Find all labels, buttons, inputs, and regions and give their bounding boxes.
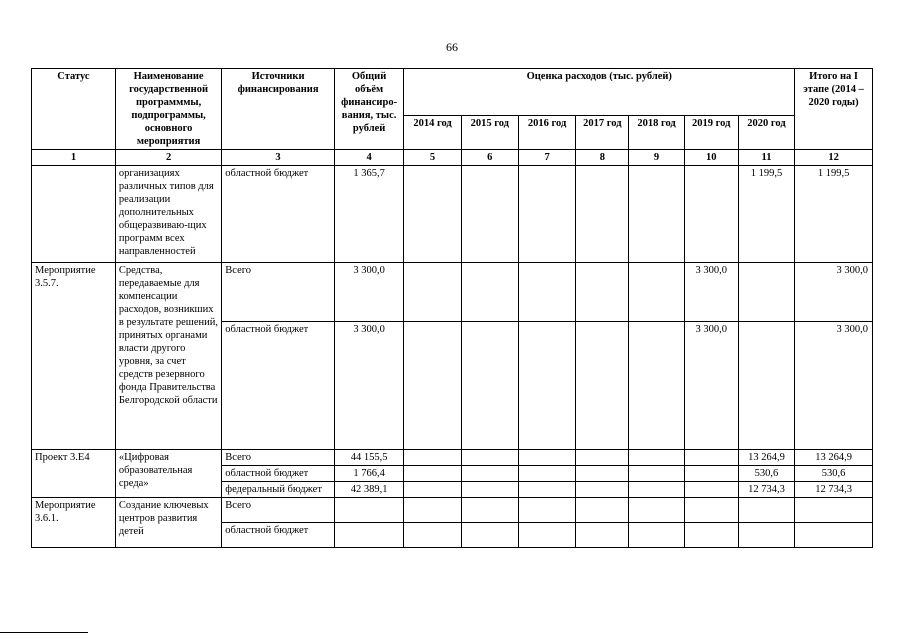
column-number: 2 xyxy=(115,150,221,166)
stage-total-cell: 13 264,9 xyxy=(795,450,873,466)
header-total-volume: Общий объём финансиро-вания, тыс. рублей xyxy=(334,69,404,150)
header-year-2019: 2019 год xyxy=(684,116,738,150)
table-row xyxy=(32,263,873,322)
column-number: 3 xyxy=(222,150,335,166)
year-2020-cell: 1 199,5 xyxy=(738,166,794,263)
source-cell: федеральный бюджет xyxy=(222,482,335,498)
total-cell: 1 766,4 xyxy=(334,466,404,482)
total-cell: 3 300,0 xyxy=(334,263,404,322)
total-cell: 1 365,7 xyxy=(334,166,404,263)
header-year-2017: 2017 год xyxy=(576,116,629,150)
column-number: 7 xyxy=(518,150,575,166)
year-2019-cell: 3 300,0 xyxy=(684,322,738,450)
footnote-divider xyxy=(0,632,88,633)
source-cell: Всего xyxy=(222,450,335,466)
column-number: 8 xyxy=(576,150,629,166)
header-expenses: Оценка расходов (тыс. рублей) xyxy=(404,69,795,116)
header-year-2018: 2018 год xyxy=(629,116,684,150)
table-row xyxy=(32,450,873,466)
name-cell: Создание ключевых центров развития детей xyxy=(115,498,221,548)
column-number: 1 xyxy=(32,150,116,166)
source-cell: Всего xyxy=(222,263,335,322)
name-cell: организациях различных типов для реализации дополнительных общеразвиваю-щих программ всех направленностей xyxy=(115,166,221,263)
header-sources: Источники финансирования xyxy=(222,69,335,150)
table-row xyxy=(32,498,873,523)
column-number: 12 xyxy=(795,150,873,166)
source-cell: областной бюджет xyxy=(222,466,335,482)
status-cell: Проект 3.Е4 xyxy=(32,450,116,498)
source-cell: областной бюджет xyxy=(222,322,335,450)
total-cell: 3 300,0 xyxy=(334,322,404,450)
column-number: 5 xyxy=(404,150,461,166)
source-cell: областной бюджет xyxy=(222,166,335,263)
status-cell: Мероприятие 3.6.1. xyxy=(32,498,116,548)
header-status: Статус xyxy=(32,69,116,150)
column-number: 6 xyxy=(461,150,518,166)
column-number: 4 xyxy=(334,150,404,166)
header-name: Наименование государственной программмы, подпрограммы, основного мероприятия xyxy=(115,69,221,150)
stage-total-cell: 3 300,0 xyxy=(795,322,873,450)
status-cell: Мероприятие 3.5.7. xyxy=(32,263,116,450)
name-cell: Средства, передаваемые для компенсации расходов, возникших в результате решений, принятых органами власти другого уровня, за счет средств резервного фонда Правительства Белгородской области xyxy=(115,263,221,450)
header-year-2015: 2015 год xyxy=(461,116,518,150)
stage-total-cell: 1 199,5 xyxy=(795,166,873,263)
year-2020-cell: 13 264,9 xyxy=(738,450,794,466)
stage-total-cell: 3 300,0 xyxy=(795,263,873,322)
header-year-2020: 2020 год xyxy=(738,116,794,150)
budget-table xyxy=(31,68,873,548)
stage-total-cell: 12 734,3 xyxy=(795,482,873,498)
page-number: 66 xyxy=(446,40,458,54)
status-cell xyxy=(32,166,116,263)
year-2020-cell: 12 734,3 xyxy=(738,482,794,498)
table-row xyxy=(32,166,873,263)
name-cell: «Цифровая образовательная среда» xyxy=(115,450,221,498)
header-year-2016: 2016 год xyxy=(518,116,575,150)
stage-total-cell: 530,6 xyxy=(795,466,873,482)
header-year-2014: 2014 год xyxy=(404,116,461,150)
total-cell: 42 389,1 xyxy=(334,482,404,498)
column-number: 10 xyxy=(684,150,738,166)
column-number: 11 xyxy=(738,150,794,166)
column-number: 9 xyxy=(629,150,684,166)
source-cell: областной бюджет xyxy=(222,523,335,548)
total-cell: 44 155,5 xyxy=(334,450,404,466)
year-2020-cell: 530,6 xyxy=(738,466,794,482)
source-cell: Всего xyxy=(222,498,335,523)
year-2019-cell: 3 300,0 xyxy=(684,263,738,322)
header-stage-total: Итого на I этапе (2014 – 2020 годы) xyxy=(795,69,873,150)
